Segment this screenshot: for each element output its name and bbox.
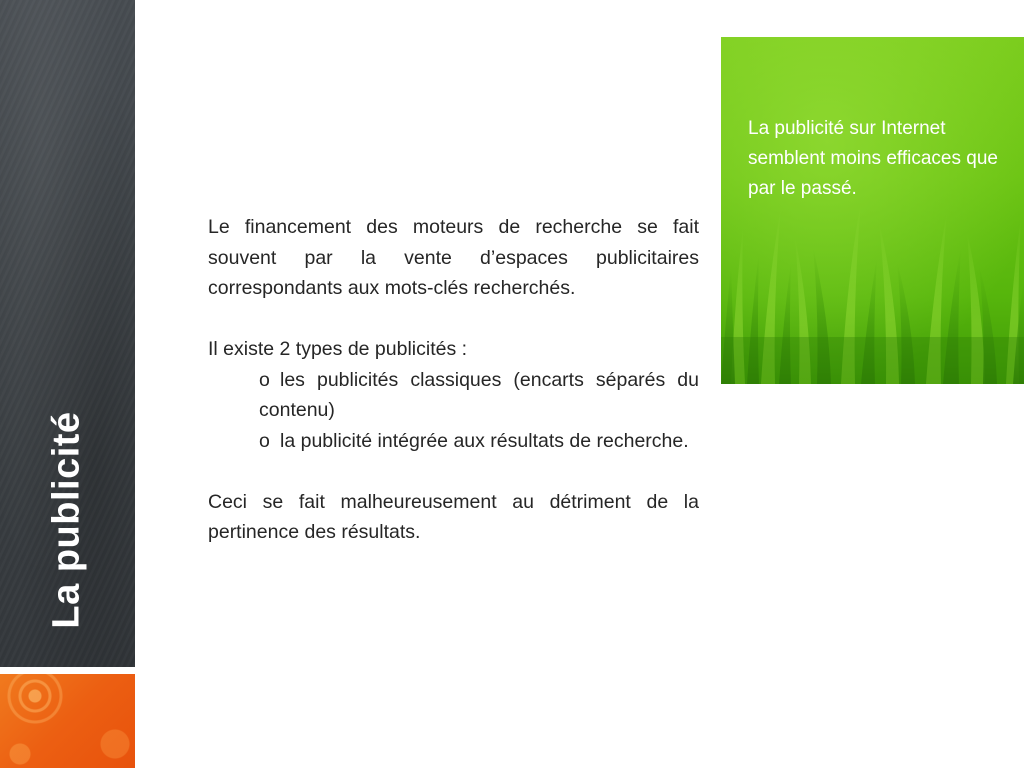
grass-blades-graphic [721, 37, 1024, 384]
slide-title: La publicité [45, 411, 88, 629]
paragraph-intro: Il existe 2 types de publicités : [208, 338, 468, 360]
list-item [259, 365, 699, 426]
bullet-marker: o [259, 368, 270, 391]
ad-types-list [208, 365, 699, 457]
sidebar-panel [0, 0, 135, 667]
spacer [208, 456, 699, 487]
body-text [208, 212, 699, 548]
paragraph-financing: Le financement des moteurs de recherche se fait souvent par la vente d’espaces publicitaires correspondants aux mots-clés recherchés. [208, 216, 699, 299]
list-item-text: la publicité intégrée aux résultats de recherche. [280, 429, 689, 452]
orange-decoration [0, 674, 135, 768]
grass-image [721, 37, 1024, 384]
image-caption: La publicité sur Internet semblent moins efficaces que par le passé. [748, 118, 998, 199]
spacer [208, 304, 699, 335]
paragraph-conclusion: Ceci se fait malheureusement au détriment de la pertinence des résultats. [208, 490, 699, 543]
list-item-text: les publicités classiques (encarts séparés du contenu) [259, 368, 699, 421]
list-item [259, 426, 699, 457]
bullet-marker: o [259, 429, 270, 452]
